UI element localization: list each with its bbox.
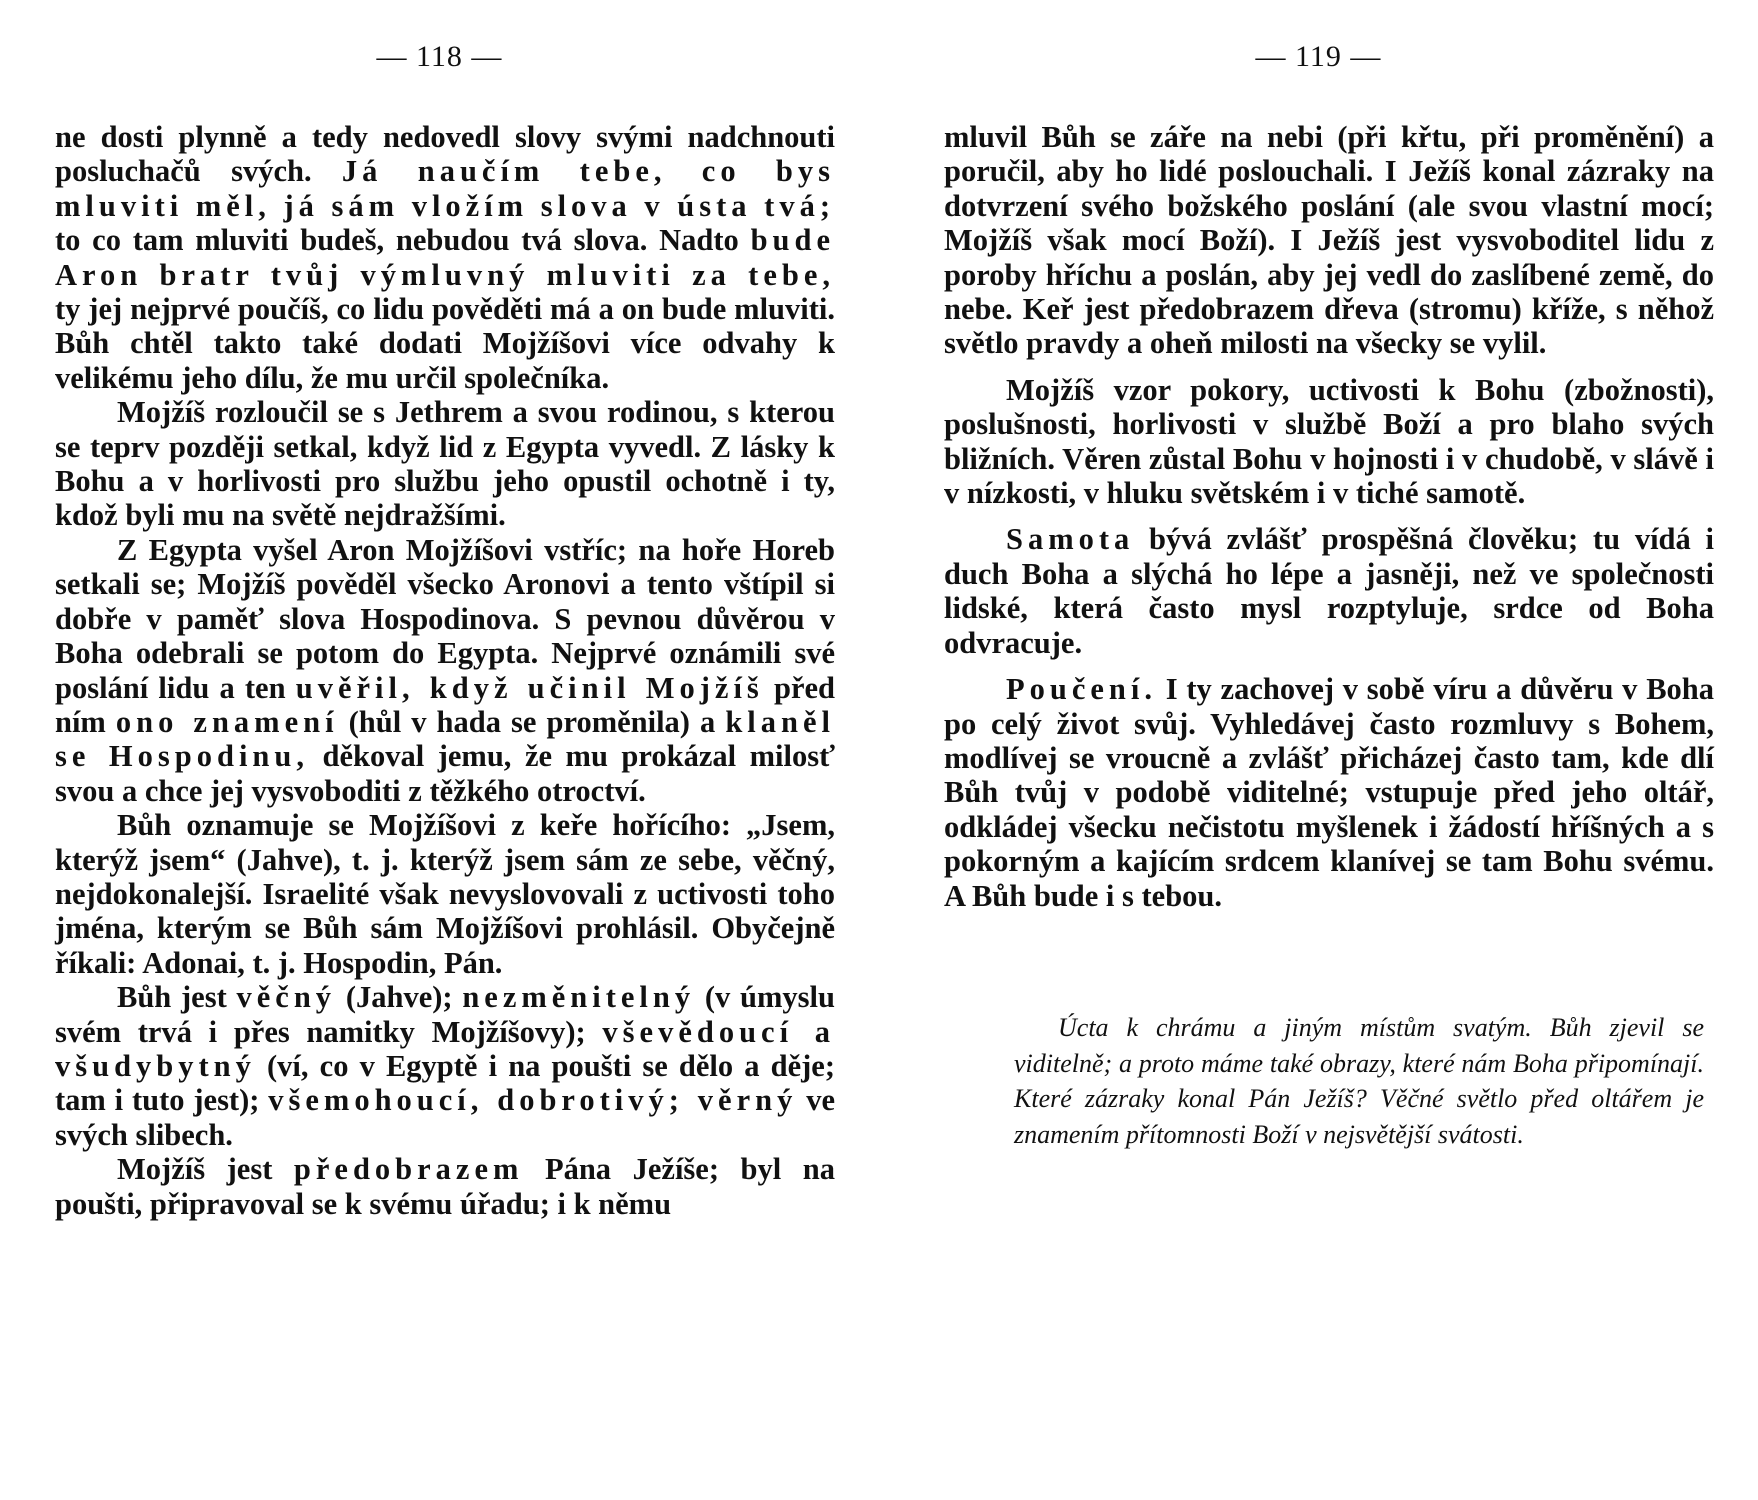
paragraph [55,980,835,1152]
text-run: I ty zachovej v sobě víru a důvěru v Boha po celý život svůj. Vyhledávej často rozmluvy s Bohem, modlívej se vroucně a zvlášť přicházej často tam, kde dlí Bůh tvůj v podobě viditelné; vstupuje před jeho oltář, odkládej všecku nečistotu myšlenek i žádostí hříšných a s pokorným a kajícím srdcem klanívej se tam Bohu svému. A Bůh bude i s tebou. [944,672,1714,913]
left-text-column [55,120,835,1221]
paragraph [55,1152,835,1221]
text-run: Mojžíš rozloučil se s Jethrem a svou rodinou, s kterou se teprv později setkal, když lid z Egypta vyvedl. Z lásky k Bohu a v horlivosti pro službu jeho opustil ochotně i ty, kdož byli mu na světě nejdražšími. [55,395,835,533]
text-run: mluvil Bůh se záře na nebi (při křtu, při proměnění) a poručil, aby ho lidé poslouchali. I Ježíš konal zázraky na dotvrzení svého božského poslání (ale svou vlastní mocí; Mojžíš však mocí Boží). I Ježíš jest vysvoboditel lidu z poroby hříchu a poslán, aby jej vedl do zaslíbené země, do nebe. Keř jest předobrazem dřeva (stromu) kříže, s něhož světlo pravdy a oheň milosti na všecky se vylil. [944,120,1714,361]
spaced-emphasis: ono znamení [115,704,339,739]
paragraph [55,533,835,808]
spaced-emphasis: uvěřil, když učinil Mojžíš [295,670,764,705]
text-run: (hůl v hada se proměnila) a [338,704,726,739]
text-run: (Jahve); [336,980,463,1015]
text-run: to co tam mluviti budeš, nebudou tvá slova. Nadto [55,223,751,258]
paragraph [944,373,1714,511]
text-run: před ním [55,670,835,739]
paragraph [944,672,1714,913]
paragraph [55,120,835,395]
text-run: Z Egypta vyšel Aron Mojžíšovi vstříc; na hoře Horeb setkali se; Mojžíš pověděl všecko Aronovi a tento vštípil si dobře v paměť slova Hospodinova. S pevnou důvěrou v Boha odebrali se potom do Egypta. Nejprvé oznámili své poslání lidu a ten [55,532,835,705]
spaced-emphasis: Já naučím tebe, co bys mluviti měl, já sám vložím slova v ústa tvá; [55,154,835,223]
page-number-left: — 118 — [376,40,503,73]
paragraph [55,808,835,980]
text-run: Mojžíš jest [117,1152,294,1187]
paragraph [944,120,1714,361]
text-run: ve svých slibech. [55,1083,835,1152]
spaced-emphasis: klaněl se Hospodinu, [55,704,835,774]
spaced-emphasis: vševědoucí a všudybytný [55,1014,835,1083]
spaced-emphasis: nezměnitelný [462,980,696,1015]
text-run: ty jej nejprvé poučíš, co lidu pověděti má a on bude mluviti. Bůh chtěl takto také dodati Mojžíšovi více odvahy k velikému jeho dílu, že mu určil společníka. [55,292,835,395]
text-run: Pána Ježíše; byl na poušti, připravoval se k svému úřadu; i k němu [55,1152,836,1221]
spaced-emphasis: předobrazem [293,1152,524,1187]
paragraph [944,522,1714,660]
text-run: děkoval jemu, že mu prokázal milosť svou a chce jej vysvoboditi z těžkého otroctví. [55,739,836,808]
spaced-emphasis: bude Aron bratr tvůj výmluvný mluviti za tebe, [55,223,835,292]
text-run: bývá zvlášť prospěšná člověku; tu vídá i duch Boha a slýchá ho lépe a jasněji, než ve společnosti lidské, která často mysl rozptyluje, srdce od Boha odvracuje. [944,522,1714,660]
spaced-emphasis: Poučení. [1006,672,1157,707]
text-run: (v úmyslu svém trvá i přes namitky Mojžíšovy); [55,980,835,1049]
right-page [879,0,1758,1500]
spaced-emphasis: věčný [236,980,337,1015]
right-text-column [944,120,1714,913]
spaced-emphasis: Samota [1006,522,1135,557]
text-run: Mojžíš vzor pokory, uctivosti k Bohu (zbožnosti), poslušnosti, horlivosti v službě Boží a pro blaho svých bližních. Věren zůstal Bohu v hojnosti i v chudobě, v slávě i v nízkosti, v hluku světském i v tiché samotě. [944,372,1714,511]
text-run: Bůh jest [117,980,237,1015]
note-text: Úcta k chrámu a jiným místům svatým. Bůh zjevil se viditelně; a proto máme také obrazy, které nám Boha připomínají. Které zázraky konal Pán Ježíš? Věčné světlo před oltářem je znamením přítomnosti Boží v nejsvětější svátosti. [1014,1013,1704,1149]
paragraph [55,395,835,533]
text-run: Bůh oznamuje se Mojžíšovi z keře hořícího: „Jsem, kterýž jsem“ (Jahve), t. j. kterýž jsem sám ze sebe, věčný, nejdokonalejší. Israelité však nevyslovovali z uctivosti toho jména, kterým se Bůh sám Mojžíšovi prohlásil. Obyčejně říkali: Adonai, t. j. Hospodin, Pán. [55,808,835,980]
italic-note [1014,1010,1704,1152]
spaced-emphasis: všemohoucí, dobrotivý; věrný [268,1083,798,1118]
text-run: (ví, co v Egyptě i na poušti se dělo a děje; tam i tuto jest); [55,1048,835,1118]
text-run: ne dosti plynně a tedy nedovedl slovy svými nadchnouti posluchačů svých. [55,120,835,189]
page-number-right: — 119 — [1255,40,1382,73]
